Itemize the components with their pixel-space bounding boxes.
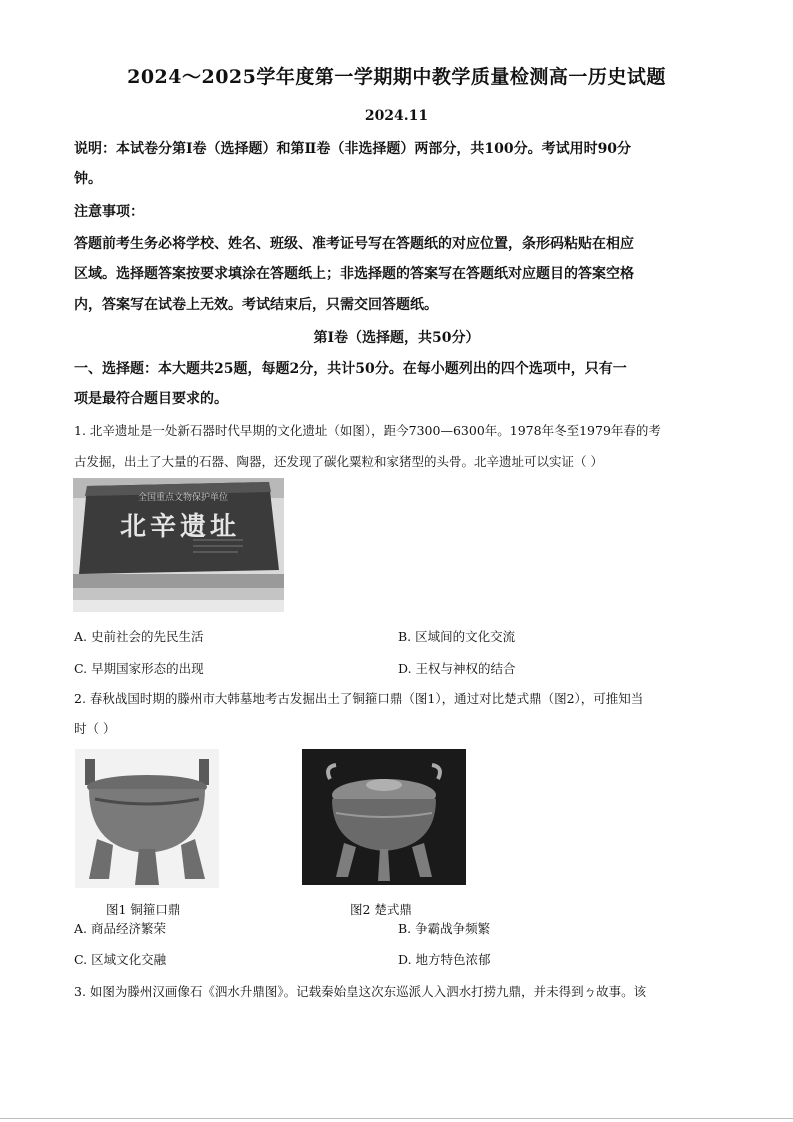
q2-stem-line-2: 时（ ） <box>74 721 116 736</box>
bronze-ding-figure-1 <box>75 749 219 888</box>
ding-2-illustration <box>302 749 466 885</box>
q2-option-a[interactable]: A. 商品经济繁荣 <box>74 921 166 936</box>
bronze-ding-figure-2 <box>302 749 466 885</box>
q1-option-d[interactable]: D. 王权与神权的结合 <box>398 661 516 676</box>
figure-1-caption: 图1 铜箍口鼎 <box>106 902 181 917</box>
notice-line-3: 内，答案写在试卷上无效。考试结束后，只需交回答题纸。 <box>74 297 438 313</box>
ding-1-illustration <box>75 749 219 888</box>
q1-option-a[interactable]: A. 史前社会的先民生活 <box>74 629 204 644</box>
q1-option-c[interactable]: C. 早期国家形态的出现 <box>74 661 204 676</box>
q2-stem-line-1: 2. 春秋战国时期的滕州市大韩墓地考古发掘出土了铜箍口鼎（图1），通过对比楚式鼎（图2），可推知当 <box>74 691 644 706</box>
section-intro-1: 一、选择题：本大题共25题，每题2分，共计50分。在每小题列出的四个选项中，只有一 <box>74 361 627 377</box>
q1-stem-line-2: 古发掘，出土了大量的石器、陶器，还发现了碳化粟粒和家猪型的头骨。北辛遗址可以实证（ ） <box>74 454 603 469</box>
notice-line-1: 答题前考生务必将学校、姓名、班级、准考证号写在答题纸的对应位置，条形码粘贴在相应 <box>74 236 634 252</box>
notice-line-2: 区域。选择题答案按要求填涂在答题纸上；非选择题的答案写在答题纸对应题目的答案空格 <box>74 266 634 282</box>
q2-option-b[interactable]: B. 争霸战争频繁 <box>398 921 491 936</box>
q2-option-d[interactable]: D. 地方特色浓郁 <box>398 952 491 967</box>
section-heading: 第Ⅰ卷（选择题，共50分） <box>313 330 480 346</box>
instruction-line-1: 说明：本试卷分第Ⅰ卷（选择题）和第Ⅱ卷（非选择题）两部分，共100分。考试用时90分 <box>74 141 632 157</box>
section-intro-2: 项是最符合题目要求的。 <box>74 391 228 407</box>
exam-date: 2024.11 <box>364 108 429 124</box>
notice-heading: 注意事项： <box>74 204 144 220</box>
q2-option-c[interactable]: C. 区域文化交融 <box>74 952 167 967</box>
stele-top-text: 全国重点文物保护单位 <box>137 493 228 503</box>
q1-option-b[interactable]: B. 区域间的文化交流 <box>398 629 516 644</box>
exam-title: 2024～2025学年度第一学期期中教学质量检测高一历史试题 <box>127 66 666 88</box>
page-bottom-rule <box>0 1118 793 1119</box>
beixin-site-photo <box>73 478 284 612</box>
q1-stem-line-1: 1. 北辛遗址是一处新石器时代早期的文化遗址（如图），距今7300—6300年。1978年冬至1979年春的考 <box>74 423 661 438</box>
instruction-line-2: 钟。 <box>74 171 102 187</box>
figure-2-caption: 图2 楚式鼎 <box>350 902 412 917</box>
stele-name-text: 北辛遗址 <box>119 512 240 542</box>
q3-stem-line-1: 3. 如图为滕州汉画像石《泗水升鼎图》。记载秦始皇这次东巡派人入泗水打捞九鼎，并未得到ㄅ故事。该 <box>74 984 647 999</box>
